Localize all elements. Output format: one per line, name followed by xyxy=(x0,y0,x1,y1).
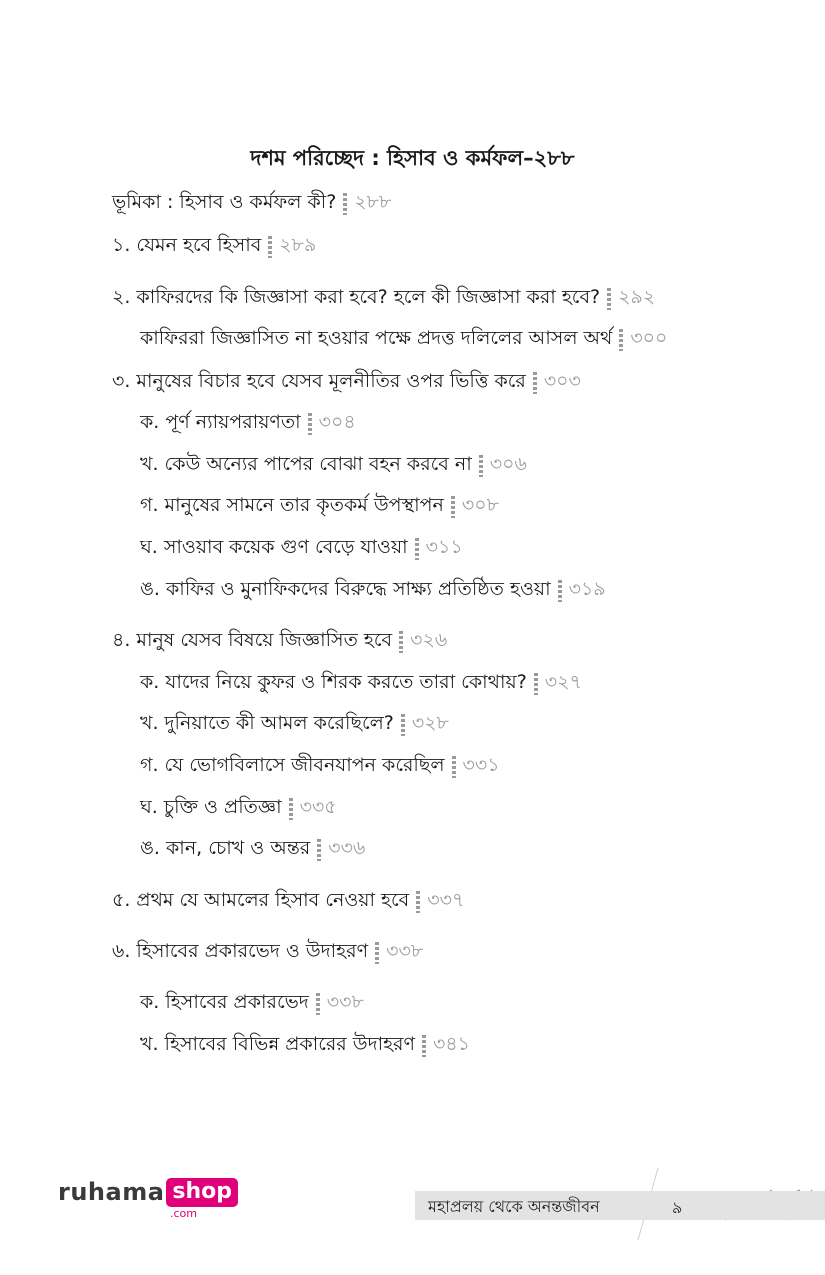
toc-entry-intro xyxy=(112,188,391,220)
toc-page-number: ৩১৯ xyxy=(568,578,606,600)
toc-entry-2-sub xyxy=(140,324,667,356)
toc-page-number: ২৮৮ xyxy=(354,191,392,213)
toc-entry-text: কাফিররা জিজ্ঞাসিত না হওয়ার পক্ষে প্রদত্ত দলিলের আসল অর্থ xyxy=(140,327,613,349)
toc-entry-text: ভূমিকা : হিসাব ও কর্মফল কী? xyxy=(112,191,337,213)
toc-page-number: ৩০৮ xyxy=(461,494,499,516)
toc-entry-text: ৪. মানুষ যেসব বিষয়ে জিজ্ঞাসিত হবে xyxy=(112,629,393,651)
toc-page-number: ৩০৪ xyxy=(318,411,356,433)
separator xyxy=(317,839,321,861)
toc-entry-text: ক. পূর্ণ ন্যায়পরায়ণতা xyxy=(140,411,301,433)
separator xyxy=(479,455,483,477)
separator xyxy=(375,942,379,964)
toc-entry-text: ১. যেমন হবে হিসাব xyxy=(112,234,262,256)
toc-page-number: ২৮৯ xyxy=(279,234,317,256)
separator xyxy=(451,496,455,518)
toc-entry-text: খ. দুনিয়াতে কী আমল করেছিলে? xyxy=(140,712,394,734)
toc-entry-3-gha xyxy=(140,533,463,565)
separator xyxy=(533,372,537,394)
separator xyxy=(399,631,403,653)
toc-page-number: ৩০৩ xyxy=(543,370,581,392)
toc-page-number: ৩৩৮ xyxy=(386,940,424,962)
toc-page-number: ৩৩৫ xyxy=(299,796,337,818)
toc-entry-text: ৫. প্রথম যে আমলের হিসাব নেওয়া হবে xyxy=(112,889,410,911)
separator xyxy=(416,891,420,913)
logo-domain-text: .com xyxy=(170,1207,197,1220)
ruhama-shop-logo xyxy=(58,1178,238,1220)
separator xyxy=(308,413,312,435)
toc-entry-3-ga xyxy=(140,491,499,523)
toc-entry-3-uma xyxy=(140,575,606,607)
toc-entry-text: ঘ. চুক্তি ও প্রতিজ্ঞা xyxy=(140,796,282,818)
separator xyxy=(415,538,419,560)
toc-entry-4-ka xyxy=(140,668,582,700)
separator xyxy=(422,1035,426,1057)
toc-entry-5 xyxy=(112,886,464,918)
toc-entry-text: গ. মানুষের সামনে তার কৃতকর্ম উপস্থাপন xyxy=(140,494,444,516)
separator xyxy=(452,756,456,778)
footer-book-title: মহাপ্রলয় থেকে অনন্তজীবন xyxy=(428,1197,600,1216)
toc-entry-4-kha xyxy=(140,709,449,741)
toc-page-number: ৩৩৭ xyxy=(427,889,465,911)
toc-page-number: ৩২৮ xyxy=(411,712,449,734)
toc-entry-3-kha xyxy=(140,450,527,482)
toc-entry-4-uma xyxy=(140,834,365,866)
toc-entry-4 xyxy=(112,626,447,658)
toc-page-number: ৩৩১ xyxy=(462,754,500,776)
separator xyxy=(316,993,320,1015)
separator xyxy=(268,236,272,258)
separator xyxy=(607,288,611,310)
toc-page-number: ৩২৭ xyxy=(544,671,582,693)
toc-entry-4-gha xyxy=(140,793,337,825)
toc-entry-text: খ. হিসাবের বিভিন্ন প্রকারের উদাহরণ xyxy=(140,1033,415,1055)
toc-entry-6 xyxy=(112,937,423,969)
toc-entry-text: ঘ. সাওয়াব কয়েক গুণ বেড়ে যাওয়া xyxy=(140,536,408,558)
toc-entry-text: ৩. মানুষের বিচার হবে যেসব মূলনীতির ওপর ভিত্তি করে xyxy=(112,370,526,392)
toc-page-number: ৩০০ xyxy=(630,327,668,349)
toc-page-number: ৩৩৬ xyxy=(328,837,366,859)
toc-page-number: ৩০৬ xyxy=(489,453,527,475)
toc-entry-text: ঙ. কাফির ও মুনাফিকদের বিরুদ্ধে সাক্ষ্য প্রতিষ্ঠিত হওয়া xyxy=(140,578,551,600)
toc-entry-3-ka xyxy=(140,408,356,440)
separator xyxy=(619,329,623,351)
toc-entry-text: গ. যে ভোগবিলাসে জীবনযাপন করেছিল xyxy=(140,754,445,776)
toc-entry-text: ৬. হিসাবের প্রকারভেদ ও উদাহরণ xyxy=(112,940,369,962)
separator xyxy=(343,193,347,215)
toc-entry-text: খ. কেউ অন্যের পাপের বোঝা বহন করবে না xyxy=(140,453,472,475)
toc-page-number: ২৯২ xyxy=(618,286,656,308)
toc-entry-text: ঙ. কান, চোখ ও অন্তর xyxy=(140,837,311,859)
chapter-title: দশম পরিচ্ছেদ : হিসাব ও কর্মফল–২৮৮ xyxy=(250,146,575,170)
separator xyxy=(534,673,538,695)
toc-page-number: ৩৪১ xyxy=(433,1033,471,1055)
toc-entry-3 xyxy=(112,367,581,399)
logo-shop-badge: shop xyxy=(166,1178,238,1207)
toc-page-number: ৩৩৮ xyxy=(326,991,364,1013)
separator xyxy=(401,714,405,736)
toc-page-number: ৩২৬ xyxy=(410,629,448,651)
toc-entry-1 xyxy=(112,231,316,263)
toc-entry-6-kha xyxy=(140,1030,470,1062)
separator xyxy=(289,798,293,820)
toc-entry-4-ga xyxy=(140,751,500,783)
footer-page-number: ৯ xyxy=(672,1198,683,1217)
toc-entry-text: ক. যাদের নিয়ে কুফর ও শিরক করতে তারা কোথায়? xyxy=(140,671,527,693)
toc-entry-text: ক. হিসাবের প্রকারভেদ xyxy=(140,991,309,1013)
toc-entry-6-ka xyxy=(140,988,364,1020)
toc-entry-2 xyxy=(112,283,655,315)
logo-main-text: ruhama xyxy=(58,1178,165,1206)
toc-entry-text: ২. কাফিরদের কি জিজ্ঞাসা করা হবে? হলে কী জিজ্ঞাসা করা হবে? xyxy=(112,286,601,308)
toc-page-number: ৩১১ xyxy=(425,536,463,558)
separator xyxy=(558,580,562,602)
